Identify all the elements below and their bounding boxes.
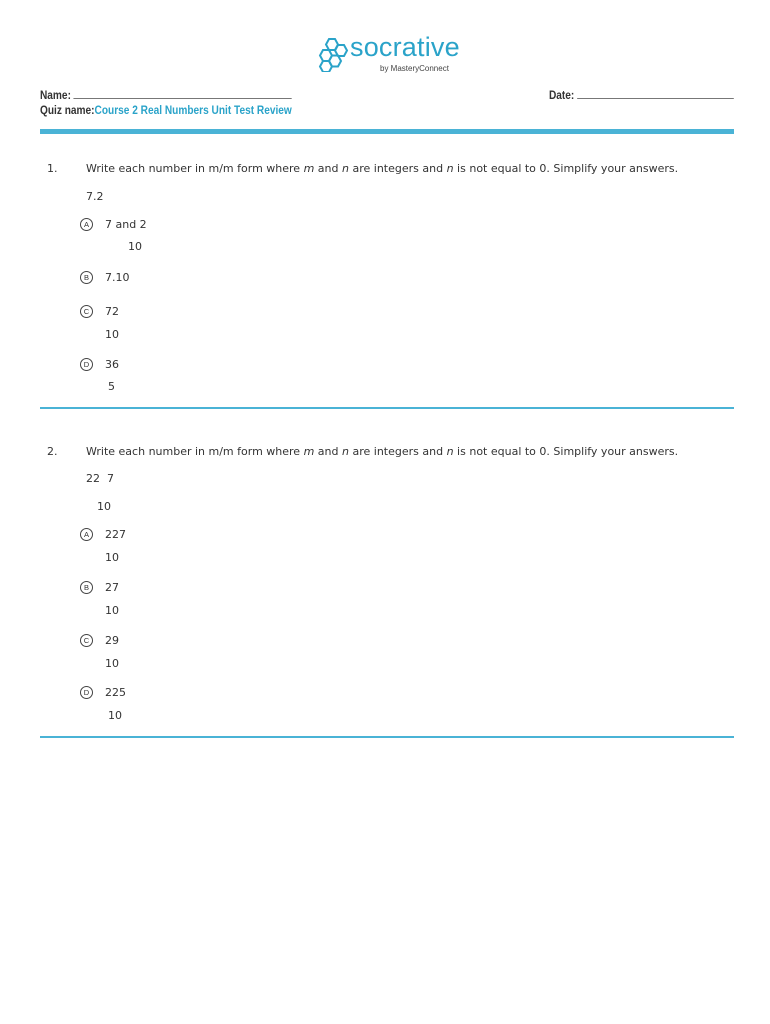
option-d-value: 36 (105, 358, 119, 371)
option-c-value: 29 (105, 634, 119, 647)
date-label: Date: (549, 90, 575, 102)
option-d-denominator: 5 (108, 380, 115, 393)
option-a-value: 7 and 2 (105, 218, 147, 231)
question-number: 1. (47, 162, 58, 175)
quiz-label: Quiz name: (40, 105, 95, 117)
option-a-bubble[interactable]: A (80, 218, 93, 231)
option-a-denominator: 10 (128, 240, 142, 253)
option-d-denominator: 10 (108, 709, 122, 722)
option-c-value: 72 (105, 305, 119, 318)
quiz-title: Course 2 Real Numbers Unit Test Review (94, 105, 292, 117)
logo-wordmark: socrative (350, 32, 460, 62)
option-a-bubble[interactable]: A (80, 528, 93, 541)
option-a-denominator: 10 (105, 551, 119, 564)
option-d-bubble[interactable]: D (80, 358, 93, 371)
name-field (40, 88, 292, 102)
logo-tagline: by MasteryConnect (380, 64, 449, 73)
question-number: 2. (47, 445, 58, 458)
question-text: Write each number in m/m form where m and n are integers and n is not equal to 0. Simplify your answers. (86, 162, 679, 175)
question-divider (40, 407, 734, 409)
option-a-value: 227 (105, 528, 126, 541)
name-label: Name: (40, 90, 71, 102)
option-c-bubble[interactable]: C (80, 305, 93, 318)
socrative-logo (318, 32, 460, 76)
option-d-bubble[interactable]: D (80, 686, 93, 699)
option-c-denominator: 10 (105, 328, 119, 341)
question-prompt: 22 7 (86, 472, 114, 485)
question-prompt-denominator: 10 (97, 500, 111, 513)
option-d-value: 225 (105, 686, 126, 699)
option-b-bubble[interactable]: B (80, 271, 93, 284)
option-c-denominator: 10 (105, 657, 119, 670)
option-b-value: 7.10 (105, 271, 130, 284)
question-prompt: 7.2 (86, 190, 104, 203)
option-b-denominator: 10 (105, 604, 119, 617)
question-text: Write each number in m/m form where m and n are integers and n is not equal to 0. Simplify your answers. (86, 445, 679, 458)
option-c-bubble[interactable]: C (80, 634, 93, 647)
question-divider (40, 736, 734, 738)
option-b-value: 27 (105, 581, 119, 594)
header-divider (40, 129, 734, 134)
name-blank-line[interactable] (74, 88, 292, 99)
quiz-name-field (40, 105, 292, 117)
option-b-bubble[interactable]: B (80, 581, 93, 594)
date-blank-line[interactable] (577, 88, 734, 99)
hexagon-icon (318, 36, 350, 72)
date-field (549, 88, 734, 102)
